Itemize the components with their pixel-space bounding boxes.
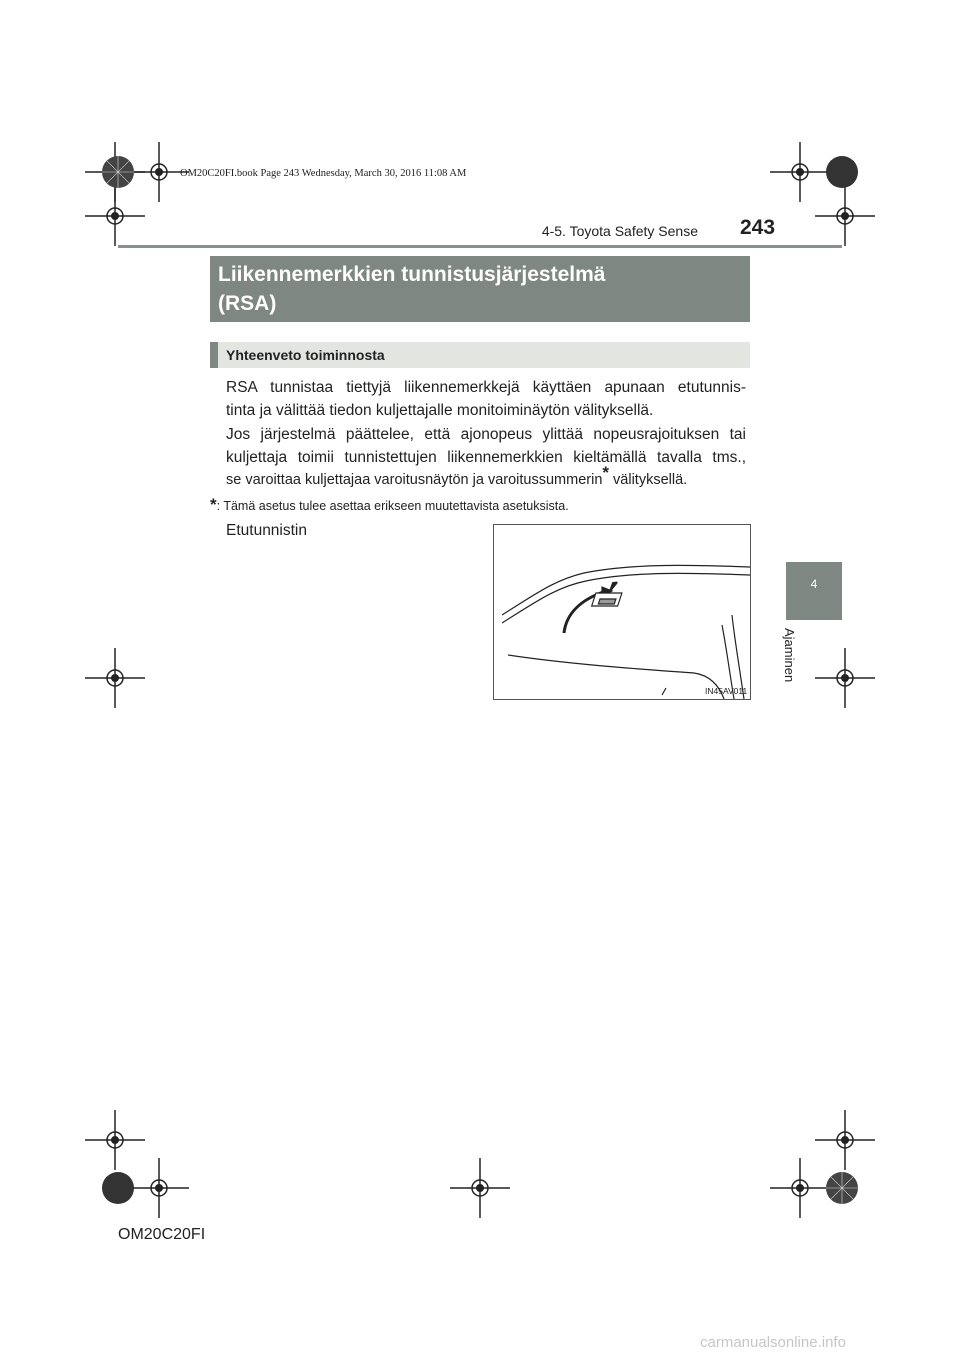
footnote [210, 495, 569, 515]
section-path: 4-5. Toyota Safety Sense [541, 223, 698, 239]
section-title [218, 260, 743, 318]
crop-mark-target [129, 1158, 189, 1218]
chapter-label [781, 628, 801, 692]
text-line [226, 463, 746, 492]
document-code: OM20C20FI [118, 1226, 206, 1243]
figure-label: Etutunnistin [226, 522, 307, 539]
header-rule [118, 245, 842, 248]
page-number: 243 [740, 216, 776, 239]
crop-mark-target [85, 648, 145, 708]
crop-mark-target [815, 186, 875, 246]
text-line: kuljettaja toimii tunnistettujen liikennemerkkien kieltämällä tavalla tms., [226, 449, 746, 466]
section-title-line: Liikennemerkkien tunnistusjärjestelmä [218, 263, 606, 286]
footnote-text: : Tämä asetus tulee asettaa erikseen muutettavista asetuksista. [216, 499, 569, 513]
chapter-tab: 4 [786, 562, 842, 620]
registration-wheel-icon [101, 155, 135, 189]
chapter-label-text: Ajaminen [782, 628, 797, 683]
asterisk-mark: * [602, 463, 610, 483]
text-line: tinta ja välittää tiedon kuljettajalle monitoiminäytön välityksellä. [226, 402, 654, 419]
watermark: carmanualsonline.info [700, 1334, 846, 1351]
paragraph-1 [226, 376, 746, 422]
paragraph-2 [226, 423, 746, 492]
text-line: RSA tunnistaa tiettyjä liikennemerkkejä käyttäen apunaan etutunnis- [226, 379, 746, 396]
crop-mark-target [85, 186, 145, 246]
crop-mark-target [770, 1158, 830, 1218]
section-title-line: (RSA) [218, 292, 277, 315]
registration-wheel-icon [825, 155, 859, 189]
figure-code: IN45AV011 [705, 686, 748, 696]
text-fragment: se varoittaa kuljettajaa varoitusnäytön ja varoitussummerin [226, 472, 603, 488]
text-line: Jos järjestelmä päättelee, että ajonopeus ylittää nopeusrajoituksen tai [226, 426, 746, 443]
registration-wheel-icon [825, 1171, 859, 1205]
windshield-sensor-illustration [493, 524, 751, 700]
text-fragment: välityksellä. [609, 472, 688, 488]
crop-mark-target [450, 1158, 510, 1218]
print-info: OM20C20FI.book Page 243 Wednesday, March 30, 2016 11:08 AM [180, 168, 467, 179]
registration-wheel-icon [101, 1171, 135, 1205]
subheading-bar [210, 342, 218, 368]
subheading: Yhteenveto toiminnosta [226, 347, 385, 363]
footnote-mark: * [210, 495, 217, 514]
crop-mark-target [815, 648, 875, 708]
